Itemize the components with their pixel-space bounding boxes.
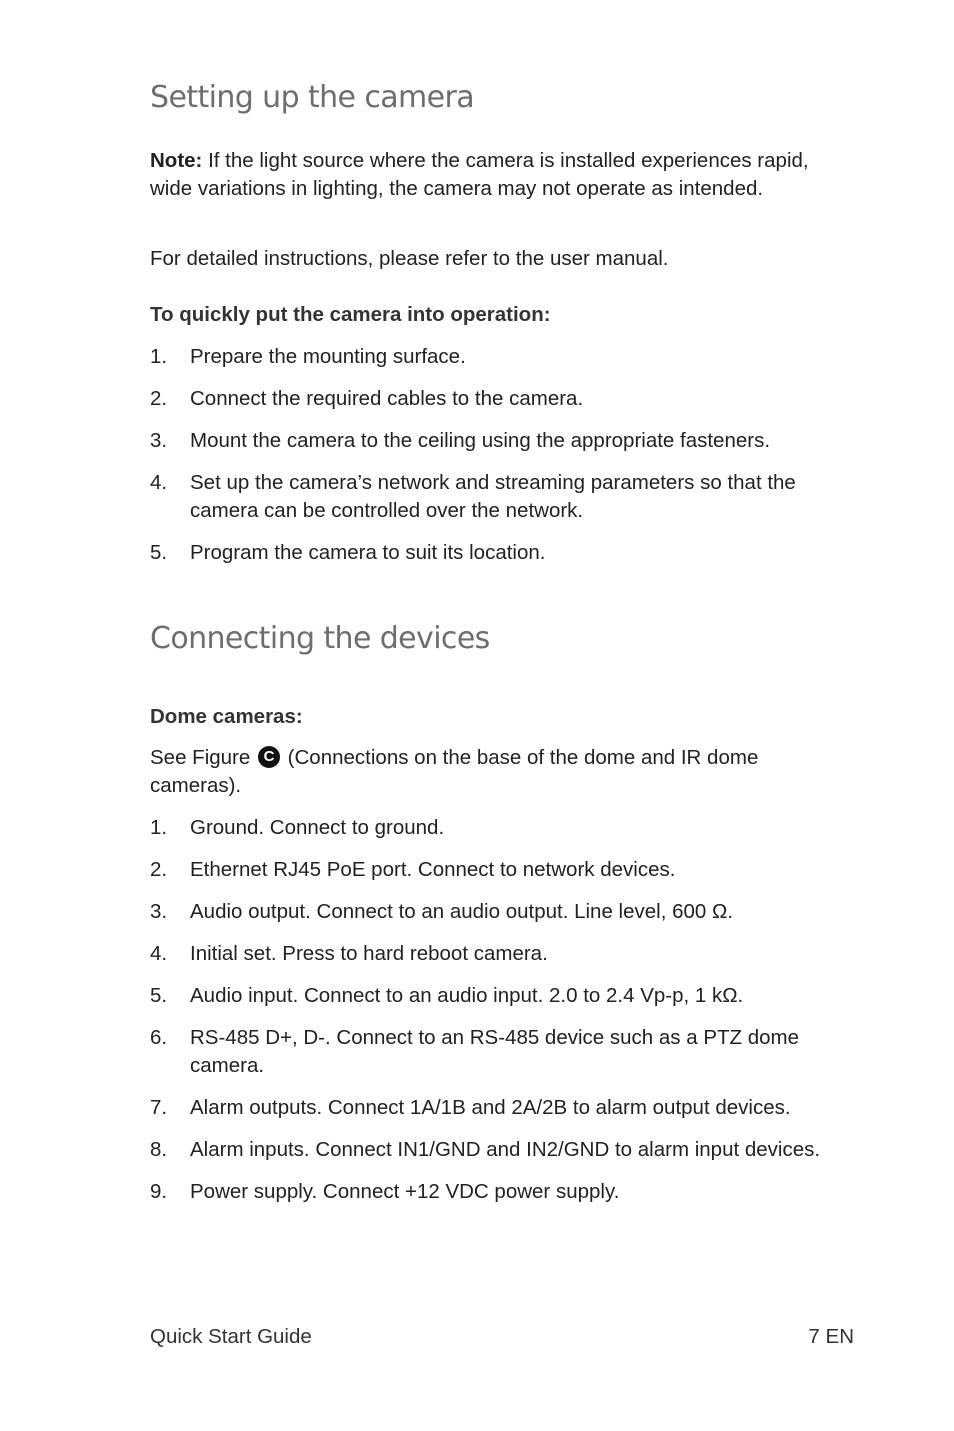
connection-item <box>150 940 854 968</box>
figure-ref-before: See Figure <box>150 746 256 769</box>
connections-list <box>150 814 854 1220</box>
connection-item <box>150 982 854 1010</box>
setup-steps-list <box>150 343 854 581</box>
list-item-text: Ethernet RJ45 PoE port. Connect to network devices. <box>190 858 676 881</box>
dome-cameras-subheading: Dome cameras: <box>150 705 303 728</box>
setup-step-item <box>150 539 854 567</box>
steps-heading: To quickly put the camera into operation: <box>150 303 551 326</box>
list-item-number: 4. <box>150 942 168 965</box>
list-item-text: Mount the camera to the ceiling using the appropriate fasteners. <box>190 429 771 452</box>
list-item-number: 5. <box>150 984 168 1007</box>
list-item-number: 1. <box>150 816 168 839</box>
setup-step-item <box>150 343 854 371</box>
list-item-number: 4. <box>150 471 168 494</box>
list-item-text: Audio output. Connect to an audio output. Line level, 600 Ω. <box>190 900 734 923</box>
list-item-number: 2. <box>150 858 168 881</box>
list-item-text: Prepare the mounting surface. <box>190 345 466 368</box>
list-item-text: Alarm inputs. Connect IN1/GND and IN2/GND to alarm input devices. <box>190 1138 821 1161</box>
figure-ref-after: (Connections on the base of the dome and IR dome cameras). <box>150 746 759 797</box>
list-item-text: Program the camera to suit its location. <box>190 541 546 564</box>
list-item-text: Set up the camera’s network and streaming parameters so that the camera can be controlled over the network. <box>190 471 796 522</box>
note-label: Note: <box>150 149 203 172</box>
setup-step-item <box>150 469 854 525</box>
figure-c-badge-icon: C <box>258 746 280 768</box>
refer-paragraph: For detailed instructions, please refer to the user manual. <box>150 247 669 270</box>
list-item-text: Initial set. Press to hard reboot camera. <box>190 942 548 965</box>
list-item-number: 8. <box>150 1138 168 1161</box>
connection-item <box>150 898 854 926</box>
list-item-text: Alarm outputs. Connect 1A/1B and 2A/2B to alarm output devices. <box>190 1096 791 1119</box>
list-item-text: Ground. Connect to ground. <box>190 816 445 839</box>
note-text: If the light source where the camera is installed experiences rapid, wide variations in lighting, the camera may not operate as intended. <box>150 149 809 200</box>
footer-guide-title: Quick Start Guide <box>150 1325 312 1348</box>
list-item-number: 5. <box>150 541 168 564</box>
connection-item <box>150 1094 854 1122</box>
figure-reference-paragraph <box>150 744 854 800</box>
list-item-number: 6. <box>150 1026 168 1049</box>
list-item-text: Power supply. Connect +12 VDC power supply. <box>190 1180 620 1203</box>
list-item-number: 3. <box>150 900 168 923</box>
list-item-number: 1. <box>150 345 168 368</box>
list-item-text: Connect the required cables to the camera. <box>190 387 584 410</box>
list-item-number: 7. <box>150 1096 168 1119</box>
setup-step-item <box>150 385 854 413</box>
setup-step-item <box>150 427 854 455</box>
list-item-number: 2. <box>150 387 168 410</box>
section-title-connecting: Connecting the devices <box>150 621 490 656</box>
connection-item <box>150 814 854 842</box>
connection-item <box>150 1178 854 1206</box>
list-item-number: 3. <box>150 429 168 452</box>
list-item-text: RS-485 D+, D-. Connect to an RS-485 device such as a PTZ dome camera. <box>190 1026 800 1077</box>
section-title-setup: Setting up the camera <box>150 80 474 115</box>
connection-item <box>150 1024 854 1080</box>
note-paragraph <box>150 147 854 203</box>
footer-page-number: 7 EN <box>808 1325 854 1348</box>
list-item-number: 9. <box>150 1180 168 1203</box>
connection-item <box>150 856 854 884</box>
list-item-text: Audio input. Connect to an audio input. 2.0 to 2.4 Vp-p, 1 kΩ. <box>190 984 744 1007</box>
connection-item <box>150 1136 854 1164</box>
